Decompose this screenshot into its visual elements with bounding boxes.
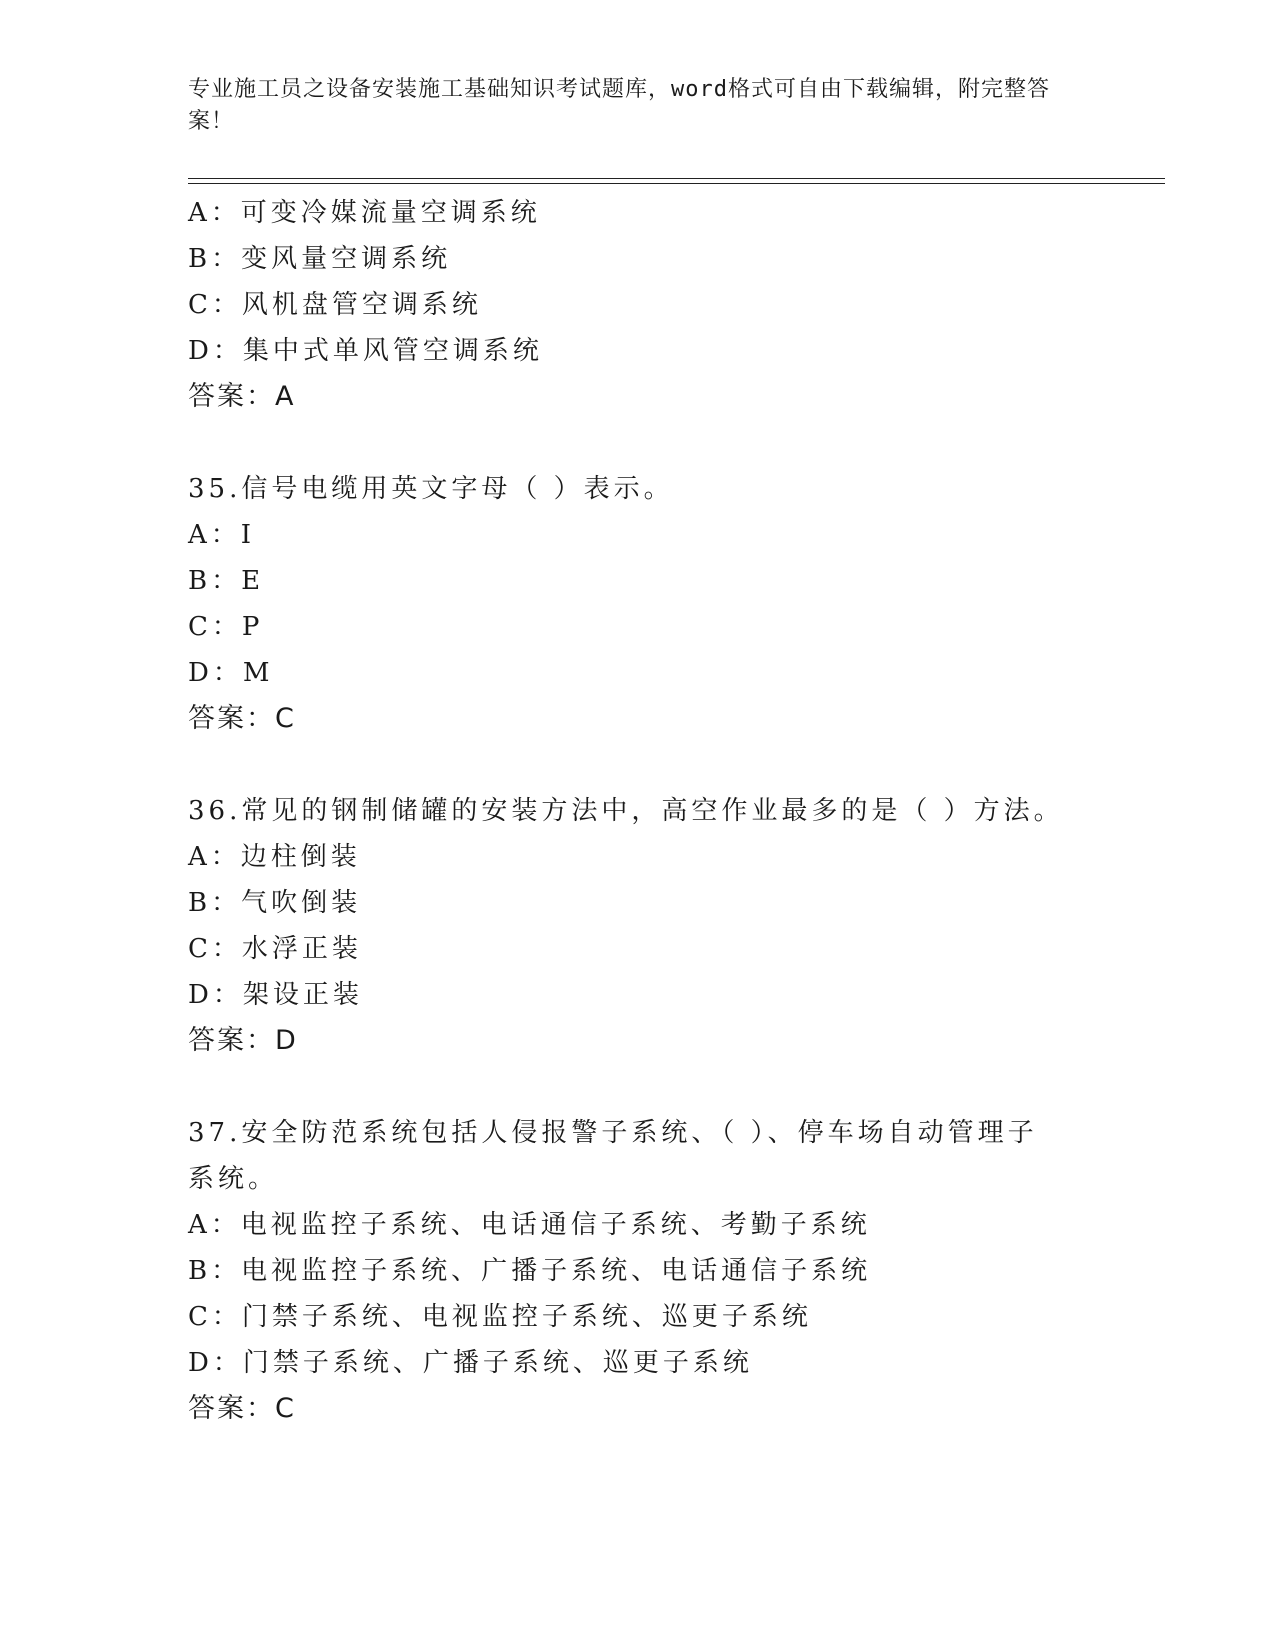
question-block-35 bbox=[188, 466, 1088, 742]
option-a: A：I bbox=[188, 520, 256, 550]
option-c: C：风机盘管空调系统 bbox=[188, 290, 482, 320]
question-block-partial bbox=[188, 190, 1088, 420]
option-d: D：架设正装 bbox=[188, 980, 363, 1010]
option-b: B：E bbox=[188, 566, 265, 596]
option-d: D：门禁子系统、广播子系统、巡更子系统 bbox=[188, 1348, 753, 1378]
option-a: A：电视监控子系统、电话通信子系统、考勤子系统 bbox=[188, 1210, 871, 1240]
question-list bbox=[188, 190, 1088, 1432]
option-d: D：M bbox=[188, 658, 274, 688]
option-c: C：门禁子系统、电视监控子系统、巡更子系统 bbox=[188, 1302, 812, 1332]
question-stem: 35.信号电缆用英文字母（ ）表示。 bbox=[188, 474, 674, 504]
header-rule-top bbox=[188, 178, 1165, 179]
question-stem: 36.常见的钢制储罐的安装方法中，高空作业最多的是（ ）方法。 bbox=[188, 796, 1064, 826]
question-block-36 bbox=[188, 788, 1088, 1064]
option-d: D：集中式单风管空调系统 bbox=[188, 336, 543, 366]
answer-text: 答案：C bbox=[188, 1393, 296, 1424]
document-header: 专业施工员之设备安装施工基础知识考试题库，word格式可自由下载编辑，附完整答案！ bbox=[188, 77, 1050, 134]
answer-text: 答案：C bbox=[188, 703, 296, 734]
option-b: B：气吹倒装 bbox=[188, 888, 362, 918]
answer-text: 答案：A bbox=[188, 381, 296, 412]
option-a: A：可变冷媒流量空调系统 bbox=[188, 198, 541, 228]
option-b: B：电视监控子系统、广播子系统、电话通信子系统 bbox=[188, 1256, 872, 1286]
header-rule-bottom bbox=[188, 183, 1165, 184]
option-a: A：边柱倒装 bbox=[188, 842, 361, 872]
option-c: C：P bbox=[188, 612, 264, 642]
answer-text: 答案：D bbox=[188, 1025, 298, 1056]
question-block-37 bbox=[188, 1110, 1088, 1432]
question-stem: 37.安全防范系统包括人侵报警子系统、（ ）、停车场自动管理子系统。 bbox=[188, 1118, 1038, 1194]
option-b: B：变风量空调系统 bbox=[188, 244, 452, 274]
option-c: C：水浮正装 bbox=[188, 934, 362, 964]
